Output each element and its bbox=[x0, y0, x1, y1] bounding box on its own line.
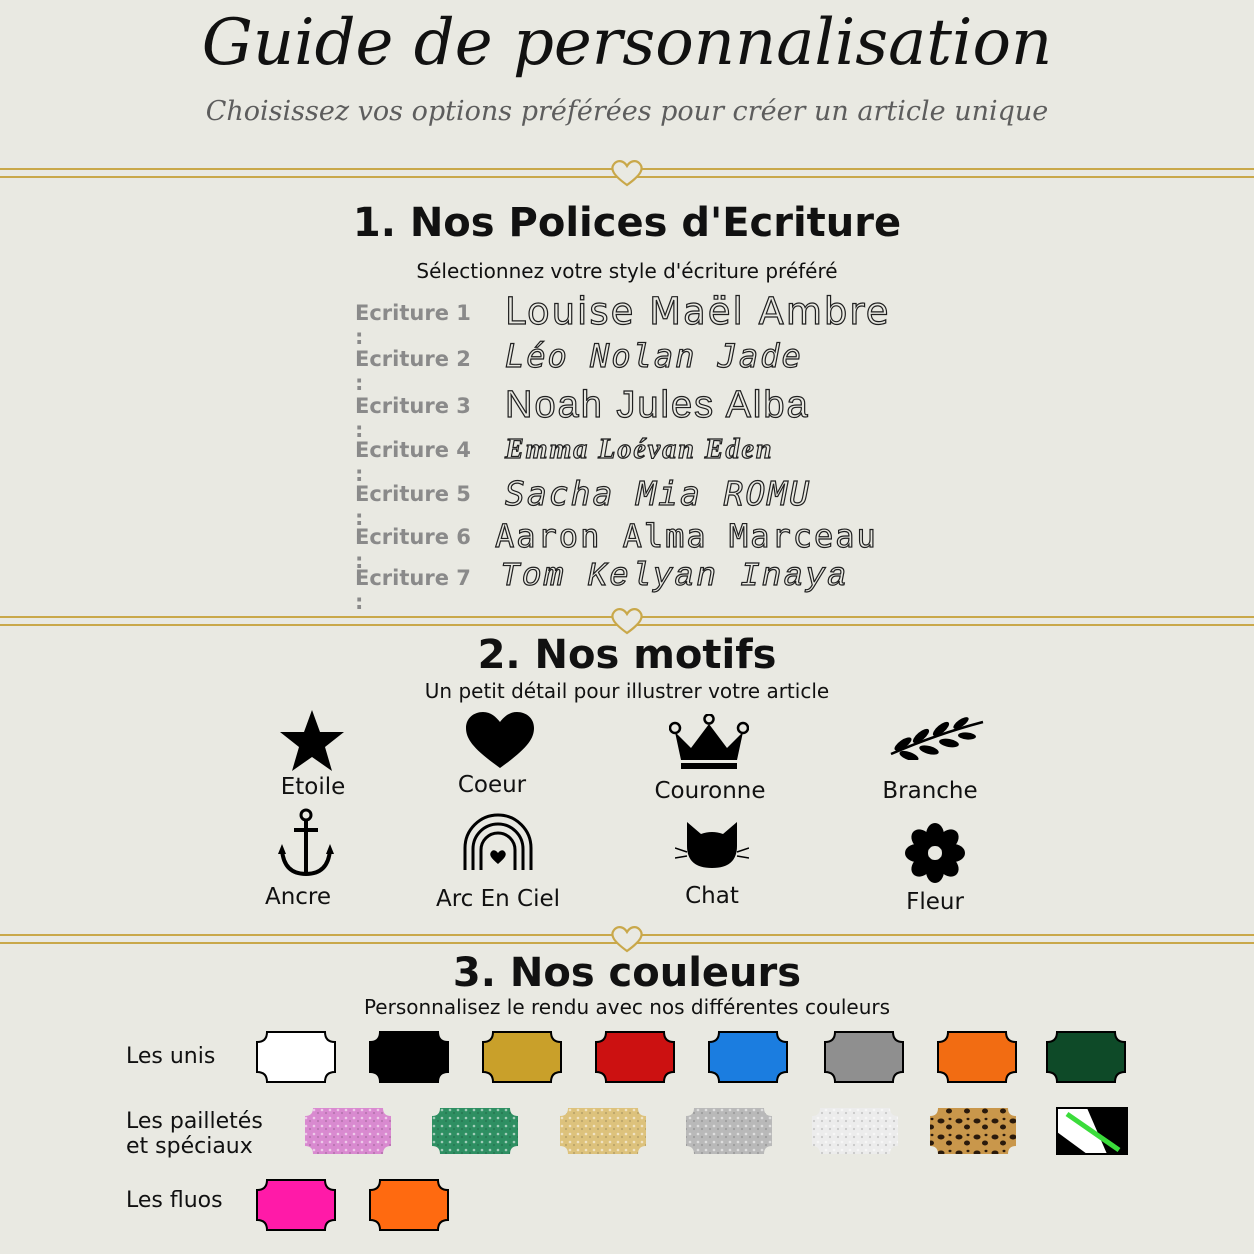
color-swatch[interactable] bbox=[432, 1108, 518, 1154]
color-swatch[interactable] bbox=[930, 1108, 1016, 1154]
colors-subheading: Personnalisez le rendu avec nos différentes couleurs bbox=[363, 995, 891, 1019]
color-swatch[interactable] bbox=[938, 1032, 1016, 1082]
fonts-heading: 1. Nos Polices d'Ecriture bbox=[352, 200, 902, 246]
cat-icon bbox=[675, 820, 749, 870]
color-swatch[interactable] bbox=[560, 1108, 646, 1154]
motif-label: Couronne bbox=[654, 778, 766, 804]
motif-label: Fleur bbox=[906, 889, 964, 915]
motif-coeur[interactable] bbox=[400, 712, 600, 770]
font-label-1: Ecriture 1 : bbox=[355, 301, 471, 349]
motif-label: Ancre bbox=[264, 884, 332, 910]
color-swatch[interactable] bbox=[370, 1180, 448, 1230]
section-divider bbox=[0, 932, 1254, 946]
motif-etoile[interactable] bbox=[212, 708, 412, 774]
branch-icon bbox=[887, 714, 987, 760]
color-swatch[interactable] bbox=[257, 1180, 335, 1230]
motif-label: Chat bbox=[685, 883, 739, 909]
motif-chat[interactable] bbox=[612, 820, 812, 870]
page-subtitle: Choisissez vos options préférées pour créer un article unique bbox=[205, 96, 1049, 127]
color-swatch[interactable] bbox=[709, 1032, 787, 1082]
font-sample-6[interactable]: Aaron Alma Marceau bbox=[495, 517, 878, 555]
motif-couronne[interactable] bbox=[609, 714, 809, 770]
color-swatches bbox=[0, 1020, 1254, 1240]
color-swatch[interactable] bbox=[257, 1032, 335, 1082]
font-sample-3[interactable]: Noah Jules Alba bbox=[505, 384, 810, 426]
color-swatch[interactable] bbox=[370, 1032, 448, 1082]
font-sample-2[interactable]: Léo Nolan Jade bbox=[505, 337, 803, 375]
color-swatch[interactable] bbox=[1057, 1108, 1127, 1154]
motifs-heading: 2. Nos motifs bbox=[477, 632, 777, 678]
motif-label: Branche bbox=[882, 778, 978, 804]
font-label-3: Ecriture 3 : bbox=[355, 394, 471, 442]
font-label-5: Ecriture 5 : bbox=[355, 482, 471, 530]
font-label-7: Ecriture 7 : bbox=[355, 566, 471, 614]
motif-label: Coeur bbox=[457, 772, 527, 798]
font-label-4: Ecriture 4 : bbox=[355, 438, 471, 486]
font-label-6: Ecriture 6 : bbox=[355, 525, 471, 573]
page-title: Guide de personnalisation bbox=[201, 6, 1053, 80]
color-swatch[interactable] bbox=[596, 1032, 674, 1082]
font-sample-4[interactable]: Emma Loévan Eden bbox=[505, 434, 774, 465]
motif-label: Etoile bbox=[280, 774, 346, 800]
color-row-label-pailletes: Les pailletés et spéciaux bbox=[126, 1109, 263, 1159]
section-divider bbox=[0, 166, 1254, 180]
font-sample-1[interactable]: Louise Maël Ambre bbox=[505, 290, 891, 333]
color-row-label-fluos: Les fluos bbox=[126, 1188, 223, 1213]
color-row-label-unis: Les unis bbox=[126, 1044, 216, 1069]
motif-branche[interactable] bbox=[837, 714, 1037, 760]
colors-heading: 3. Nos couleurs bbox=[452, 950, 802, 996]
color-swatch[interactable] bbox=[1047, 1032, 1125, 1082]
color-swatch[interactable] bbox=[483, 1032, 561, 1082]
motif-label: Arc En Ciel bbox=[435, 886, 561, 912]
section-divider bbox=[0, 614, 1254, 628]
color-swatch[interactable] bbox=[305, 1108, 391, 1154]
rainbow-icon bbox=[461, 812, 535, 872]
motifs-subheading: Un petit détail pour illustrer votre article bbox=[424, 679, 830, 703]
heart-divider-icon bbox=[608, 158, 646, 188]
color-swatch[interactable] bbox=[686, 1108, 772, 1154]
color-swatch[interactable] bbox=[825, 1032, 903, 1082]
fonts-subheading: Sélectionnez votre style d'écriture préféré bbox=[416, 259, 838, 283]
heart-icon bbox=[465, 712, 535, 770]
font-sample-5[interactable]: Sacha Mia ROMU bbox=[505, 474, 812, 513]
font-label-2: Ecriture 2 : bbox=[355, 347, 471, 395]
motif-arc-en-ciel[interactable] bbox=[398, 812, 598, 872]
color-swatch[interactable] bbox=[812, 1108, 898, 1154]
crown-icon bbox=[669, 714, 749, 770]
font-sample-7[interactable]: Tom Kelyan Inaya bbox=[500, 558, 849, 595]
motif-fleur[interactable] bbox=[835, 822, 1035, 884]
star-icon bbox=[277, 708, 347, 774]
flower-icon bbox=[904, 822, 966, 884]
motif-ancre[interactable] bbox=[206, 808, 406, 880]
anchor-icon bbox=[276, 808, 336, 880]
